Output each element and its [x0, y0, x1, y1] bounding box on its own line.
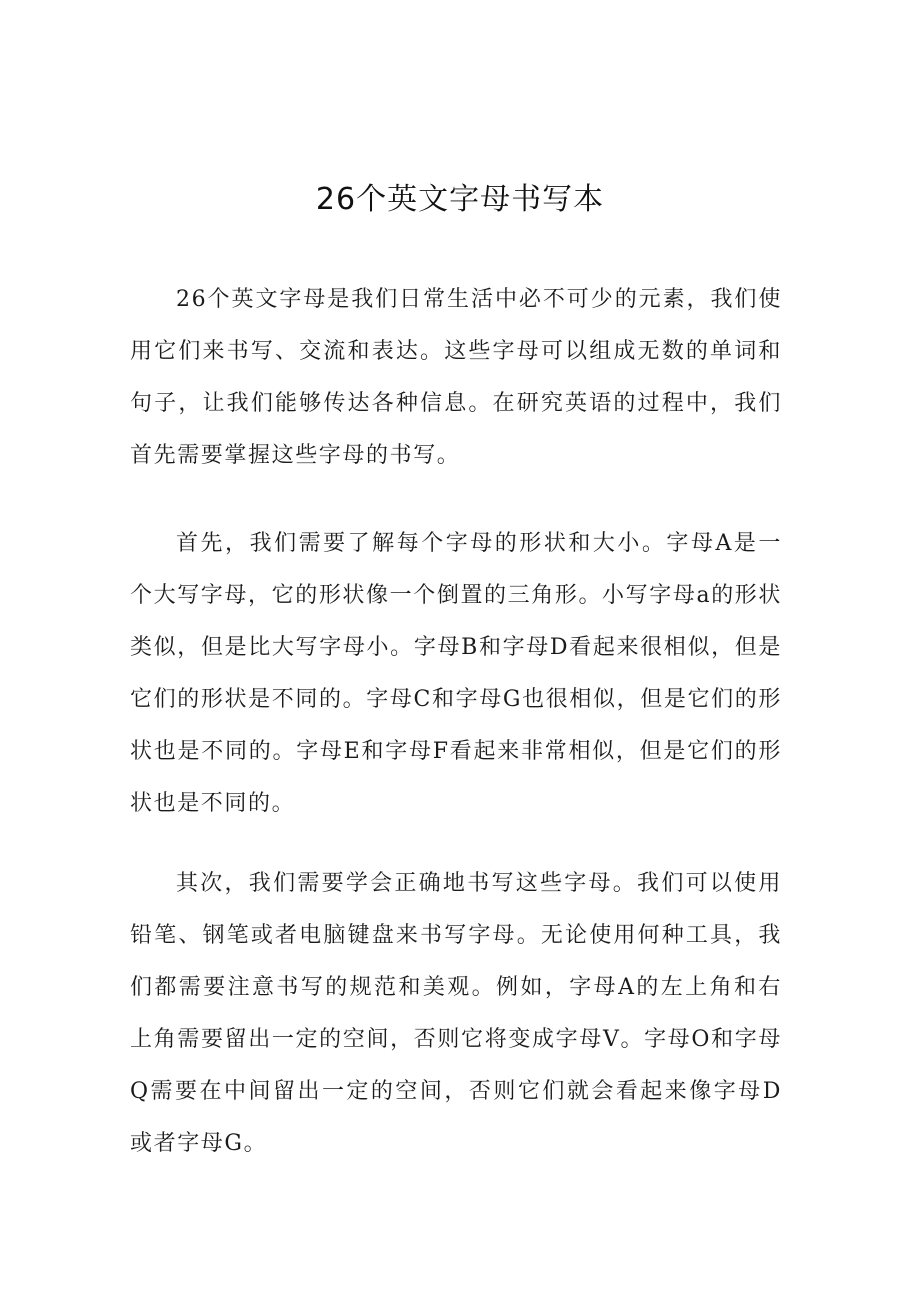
paragraph-letter-shapes: 首先，我们需要了解每个字母的形状和大小。字母A是一个大写字母，它的形状像一个倒置的三角形。小写字母a的形状类似，但是比大写字母小。字母B和字母D看起来很相似，但是它们的形状是不同的。字母C和字母G也很相似，但是它们的形状也是不同的。字母E和字母F看起来非常相似，但是它们的形状也是不同的。 [130, 531, 782, 816]
paragraph-intro: 26个英文字母是我们日常生活中必不可少的元素，我们使用它们来书写、交流和表达。这些字母可以组成无数的单词和句子，让我们能够传达各种信息。在研究英语的过程中，我们首先需要掌握这些字母的书写。 [130, 287, 782, 468]
document-title: 26个英文字母书写本 [315, 182, 605, 217]
paragraph-writing-practice: 其次，我们需要学会正确地书写这些字母。我们可以使用铅笔、钢笔或者电脑键盘来书写字母。无论使用何种工具，我们都需要注意书写的规范和美观。例如，字母A的左上角和右上角需要留出一定的空间，否则它将变成字母V。字母O和字母Q需要在中间留出一定的空间，否则它们就会看起来像字母D或者字母G。 [130, 871, 782, 1156]
